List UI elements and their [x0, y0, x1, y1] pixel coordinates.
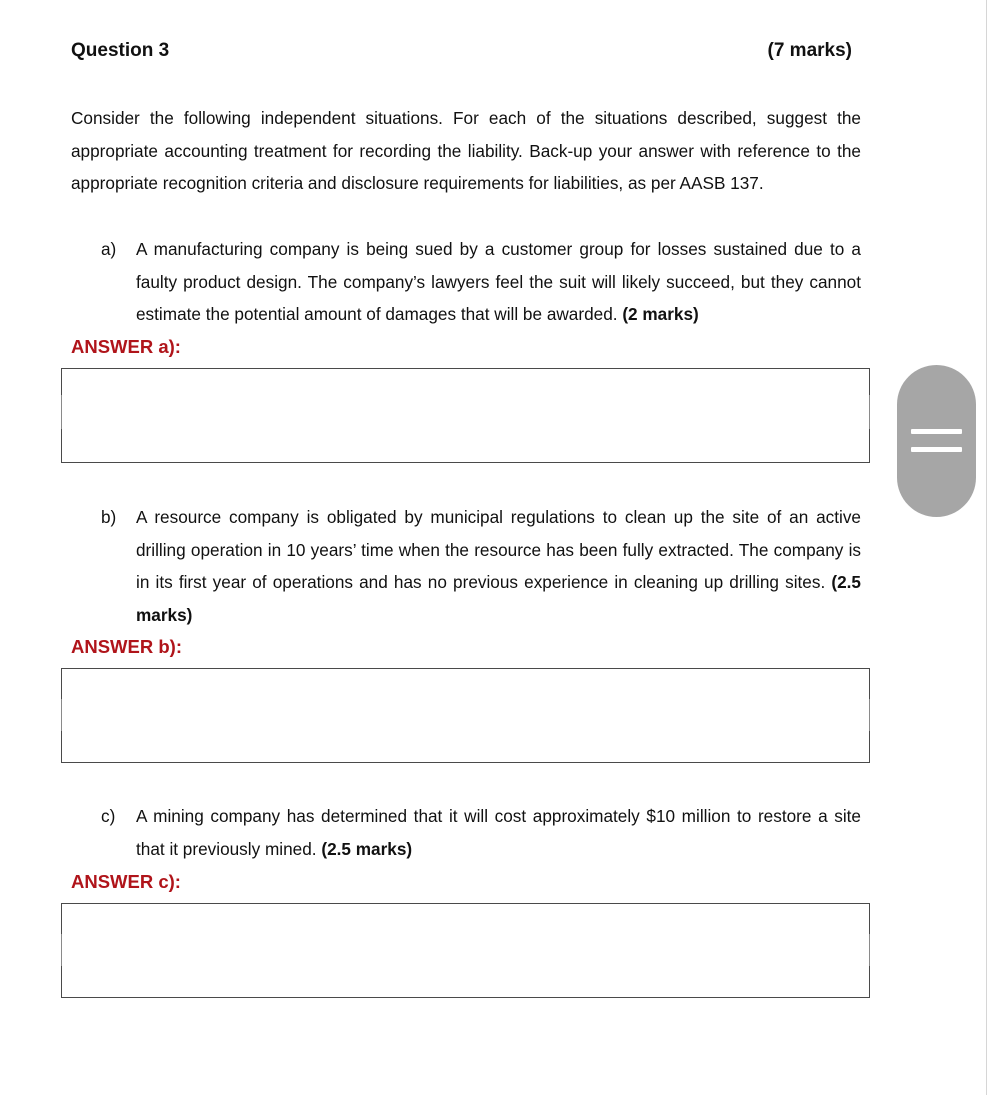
situation-c-marks: (2.5 marks) — [321, 838, 413, 859]
answer-b-guide-left — [61, 699, 62, 731]
answer-c-guide-left — [61, 934, 62, 966]
situation-b-marks: (2.5 marks) — [136, 572, 861, 625]
drag-handle-icon[interactable] — [897, 365, 976, 517]
situation-a-marker: a) — [101, 239, 117, 259]
answer-c-label: ANSWER c): — [71, 871, 181, 892]
situation-c-marker: c) — [101, 806, 116, 826]
answer-c-input[interactable] — [61, 903, 870, 998]
situation-c — [101, 800, 861, 865]
answer-a-label: ANSWER a): — [71, 336, 181, 357]
grip-line-top — [911, 429, 962, 434]
question-total-marks: (7 marks) — [767, 40, 852, 61]
situation-a-text: A manufacturing company is being sued by a customer group for losses sustained due to a faulty product design. The company’s lawyers feel the suit will likely succeed, but they cannot estimate the potential amount of damages that will be awarded. — [136, 239, 861, 324]
grip-line-bottom — [911, 447, 962, 452]
question-title: Question 3 — [71, 40, 170, 61]
answer-a-input[interactable] — [61, 368, 870, 463]
situation-b-text: A resource company is obligated by municipal regulations to clean up the site of an active drilling operation in 10 years’ time when the resource has been fully extracted. The company is in its first year of operations and has no previous experience in cleaning up drilling sites. — [136, 507, 861, 592]
answer-b-input[interactable] — [61, 668, 870, 763]
situation-b-marker: b) — [101, 507, 117, 527]
question-intro: Consider the following independent situations. For each of the situations described, suggest the appropriate accounting treatment for recording the liability. Back-up your answer with reference to the appropriate recognition criteria and disclosure requirements for liabilities, as per AASB 137. — [71, 108, 861, 193]
answer-b-guide-right — [869, 699, 870, 731]
situation-a — [101, 233, 861, 331]
situation-c-text: A mining company has determined that it will cost approximately $10 million to restore a site that it previously mined. — [136, 806, 861, 859]
situation-b-text-block — [136, 501, 861, 631]
situation-a-text-block — [136, 233, 861, 331]
answer-c-guide-right — [869, 934, 870, 966]
situation-a-marks: (2 marks) — [622, 304, 699, 324]
situation-c-text-block — [136, 800, 861, 865]
answer-a-guide-left — [61, 395, 62, 429]
situation-b — [101, 501, 861, 631]
answer-a-guide-right — [869, 395, 870, 429]
answer-b-label: ANSWER b): — [71, 636, 182, 657]
